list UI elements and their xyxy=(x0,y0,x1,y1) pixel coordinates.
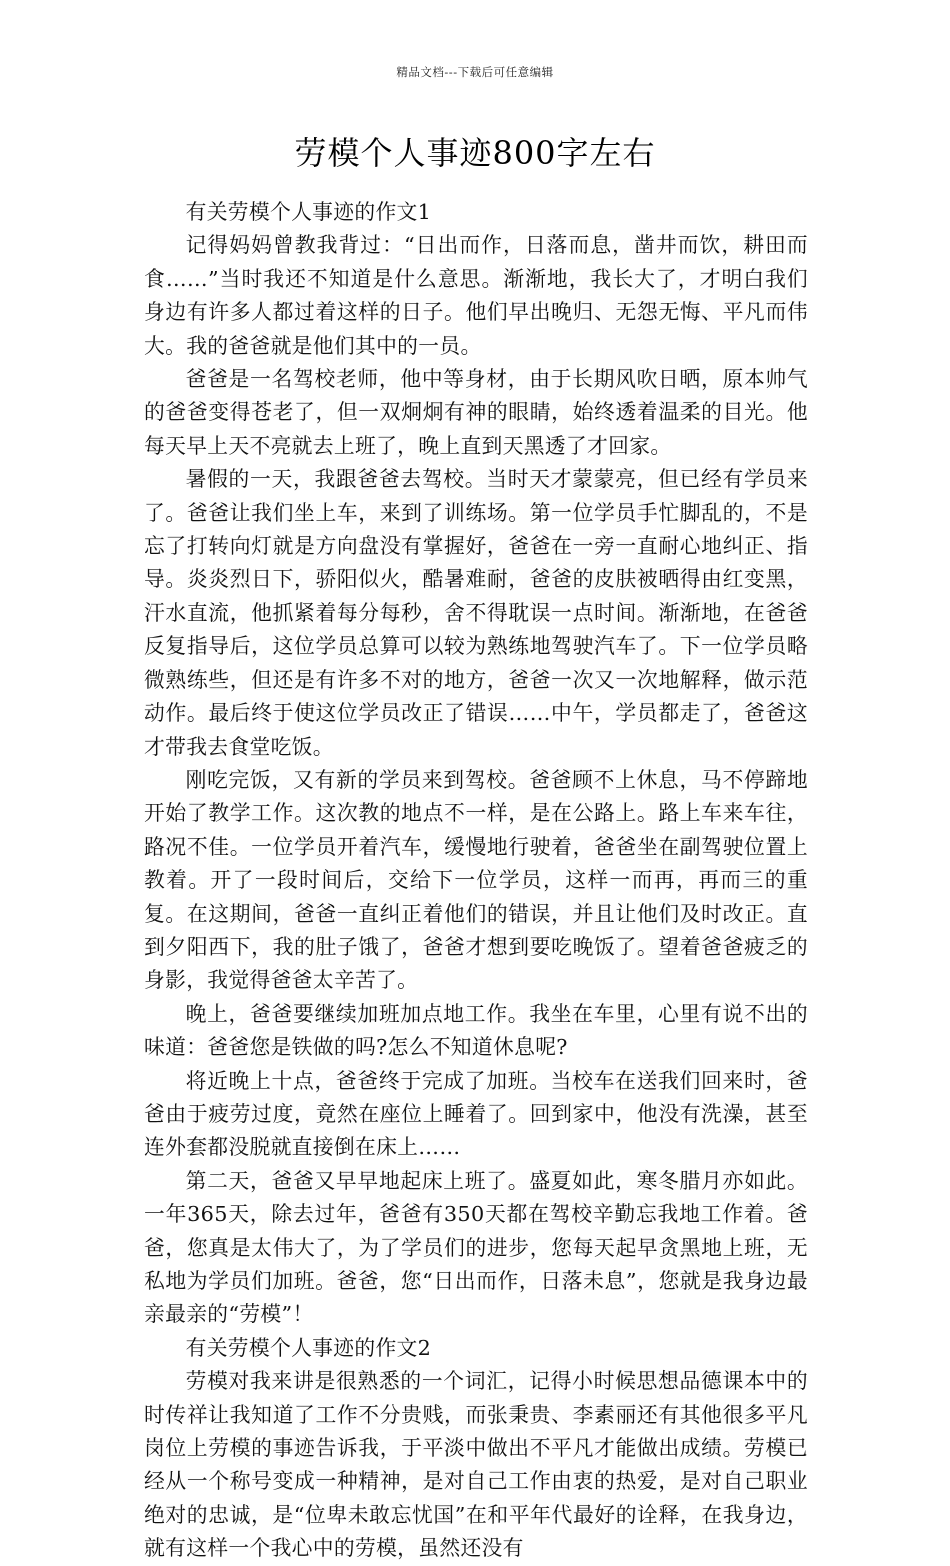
document-title: 劳模个人事迹800字左右 xyxy=(294,134,656,172)
paragraph: 晚上，爸爸要继续加班加点地工作。我坐在车里，心里有说不出的味道：爸爸您是铁做的吗?怎么不知道休息呢? xyxy=(144,1001,808,1060)
document-body xyxy=(144,196,808,1566)
section-heading-1: 有关劳模个人事迹的作文1 xyxy=(185,200,432,224)
paragraph: 暑假的一天，我跟爸爸去驾校。当时天才蒙蒙亮，但已经有学员来了。爸爸让我们坐上车，来到了训练场。第一位学员手忙脚乱的，不是忘了打转向灯就是方向盘没有掌握好，爸爸在一旁一直耐心地纠正、指导。炎炎烈日下，骄阳似火，酷暑难耐，爸爸的皮肤被晒得由红变黑，汗水直流，他抓紧着每分每秒，舍不得耽误一点时间。渐渐地，在爸爸反复指导后，这位学员总算可以较为熟练地驾驶汽车了。下一位学员略微熟练些，但还是有许多不对的地方，爸爸一次又一次地解释，做示范动作。最后终于使这位学员改正了错误……中午，学员都走了，爸爸这才带我去食堂吃饭。 xyxy=(144,467,808,759)
paragraph: 将近晚上十点，爸爸终于完成了加班。当校车在送我们回来时，爸爸由于疲劳过度，竟然在座位上睡着了。回到家中，他没有洗澡，甚至连外套都没脱就直接倒在床上…… xyxy=(144,1068,808,1160)
section-heading-2: 有关劳模个人事迹的作文2 xyxy=(185,1335,432,1360)
paragraph: 刚吃完饭，又有新的学员来到驾校。爸爸顾不上休息，马不停蹄地开始了教学工作。这次教的地点不一样，是在公路上。路上车来车往，路况不佳。一位学员开着汽车，缓慢地行驶着，爸爸坐在副驾驶位置上教着。开了一段时间后，交给下一位学员，这样一而再，再而三的重复。在这期间，爸爸一直纠正着他们的错误，并且让他们及时改正。直到夕阳西下，我的肚子饿了，爸爸才想到要吃晚饭了。望着爸爸疲乏的身影，我觉得爸爸太辛苦了。 xyxy=(144,767,808,993)
paragraph: 记得妈妈曾教我背过：“日出而作，日落而息，凿井而饮，耕田而食……”当时我还不知道是什么意思。渐渐地，我长大了，才明白我们身边有许多人都过着这样的日子。他们早出晚归、无怨无悔、平凡而伟大。我的爸爸就是他们其中的一员。 xyxy=(144,233,808,358)
paragraph: 劳模对我来讲是很熟悉的一个词汇，记得小时候思想品德课本中的时传祥让我知道了工作不分贵贱，而张秉贵、李素丽还有其他很多平凡岗位上劳模的事迹告诉我，于平淡中做出不平凡才能做出成绩。劳模已经从一个称号变成一种精神，是对自己工作由衷的热爱，是对自己职业绝对的忠诚，是“位卑未敢忘忧国”在和平年代最好的诠释，在我身边，就有这样一个我心中的劳模，虽然还没有 xyxy=(144,1369,808,1561)
paragraph: 第二天，爸爸又早早地起床上班了。盛夏如此，寒冬腊月亦如此。一年365天，除去过年，爸爸有350天都在驾校辛勤忘我地工作着。爸爸，您真是太伟大了，为了学员们的进步，您每天起早贪黑地上班，无私地为学员们加班。爸爸，您“日出而作，日落未息”，您就是我身边最亲最亲的“劳模”！ xyxy=(144,1168,808,1327)
page-header: 精品文档---下载后可任意编辑 xyxy=(396,65,554,79)
paragraph: 爸爸是一名驾校老师，他中等身材，由于长期风吹日晒，原本帅气的爸爸变得苍老了，但一双炯炯有神的眼睛，始终透着温柔的目光。他每天早上天不亮就去上班了，晚上直到天黑透了才回家。 xyxy=(144,367,808,458)
